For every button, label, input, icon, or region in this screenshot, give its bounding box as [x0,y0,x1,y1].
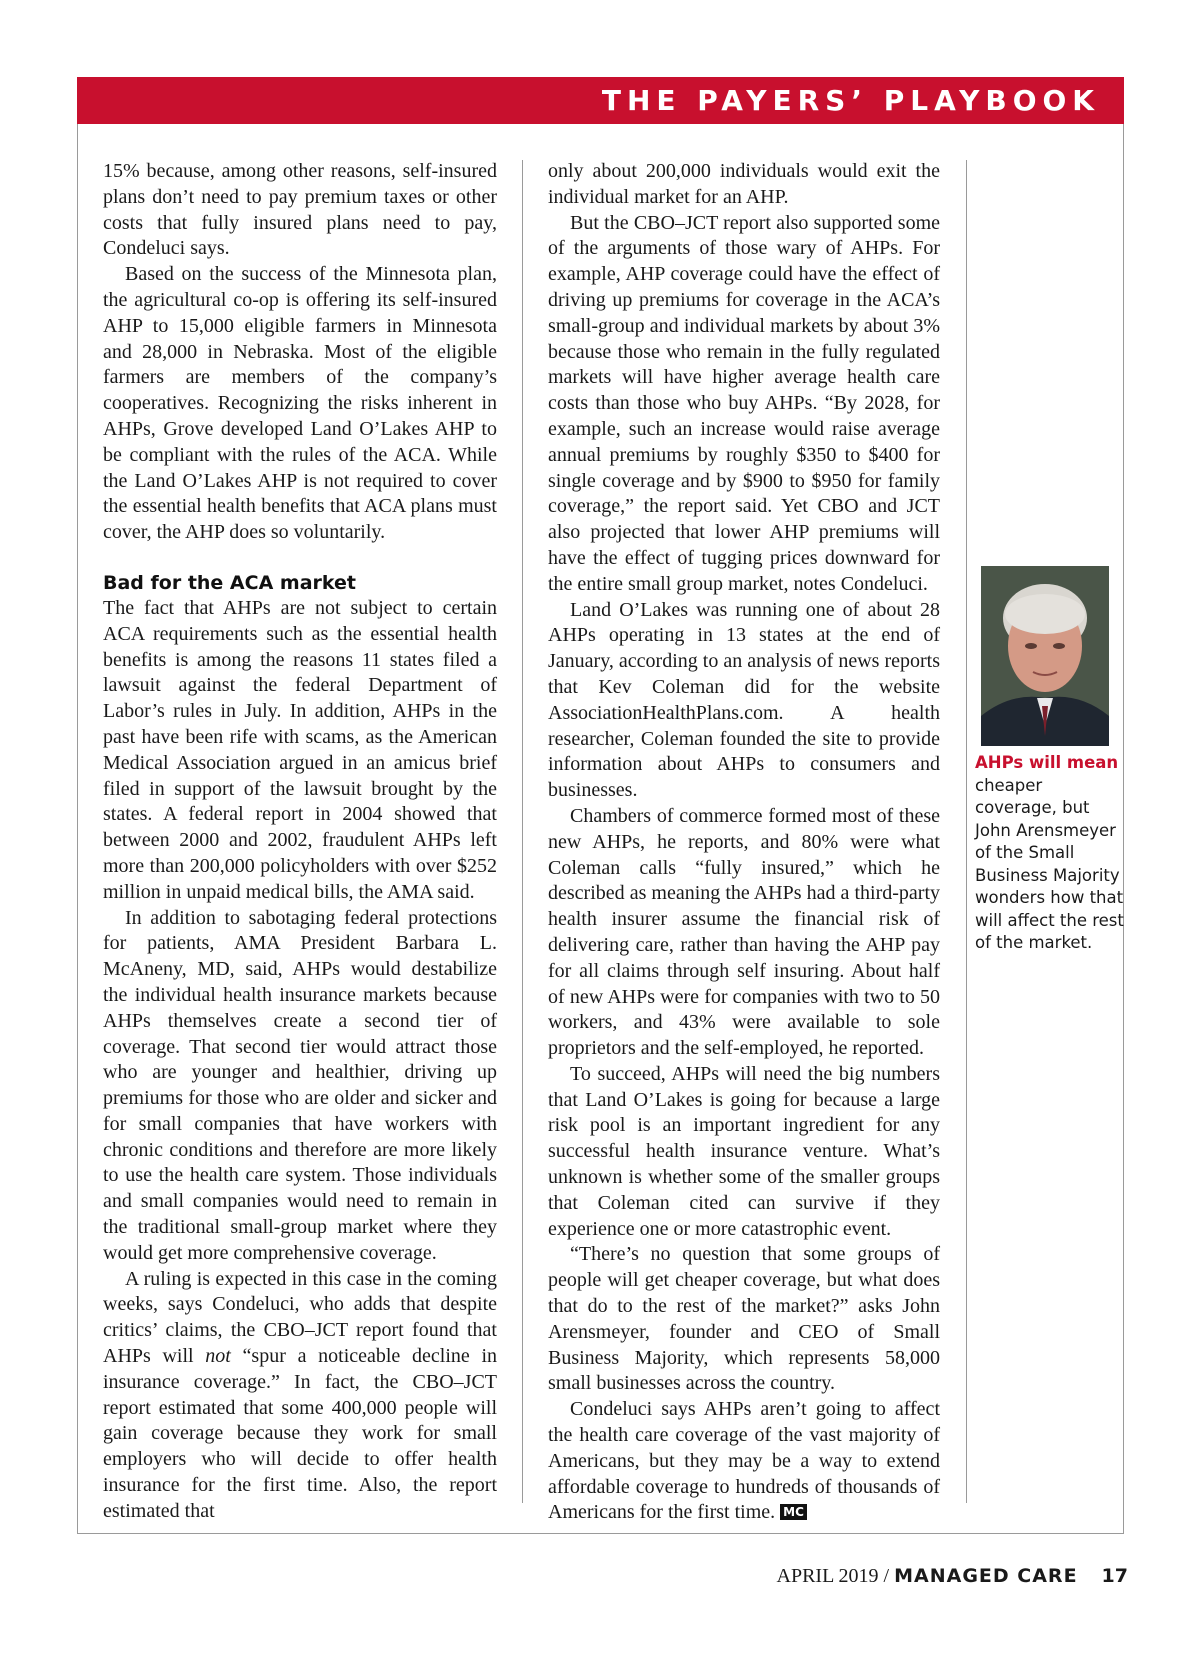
paragraph [103,1267,497,1525]
column-divider [522,160,523,1503]
section-banner [77,77,1124,124]
text-run: A ruling is expected in this case in the coming weeks, says Condeluci, who adds that despite critics’ claims, the CBO–JCT report found that AHPs will [103,1267,497,1368]
paragraph: Chambers of commerce formed most of these new AHPs, he reports, and 80% were what Coleman calls “fully insured,” which he described as meaning the AHPs had a third-party health insurer assume the financial risk of delivering care, rather than having the AHP pay for all claims through self insuring. About half of new AHPs were for companies with two to 50 workers, and 43% were available to sole proprietors and the self-employed, he reported. [548,804,940,1060]
article-column-left [103,159,497,1525]
paragraph: Land O’Lakes was running one of about 28 AHPs operating in 13 states at the end of January, according to an analysis of news reports that Kev Coleman did for the website AssociationHealthPlans.com. A health researcher, Coleman founded the site to provide information about AHPs to consumers and businesses. [548,598,940,802]
paragraph: 15% because, among other reasons, self-insured plans don’t need to pay premium taxes or other costs that fully insured plans need to pay, Condeluci says. [103,160,497,260]
caption-lead: AHPs will mean [975,753,1119,772]
person-portrait-icon [981,566,1109,746]
paragraph: Based on the success of the Minnesota plan, the agricultural co-op is offering its self-insured AHP to 15,000 eligible farmers in Minnesota and 28,000 in Nebraska. Most of the eligible farmers are members of the company’s cooperatives. Recognizing the risks inherent in AHPs, Grove developed Land O’Lakes AHP to be compliant with the rules of the ACA. While the Land O’Lakes AHP is not required to cover the essential health benefits that ACA plans must cover, the AHP does so voluntarily. [103,263,497,544]
text-run: Condeluci says AHPs aren’t going to affect the health care coverage of the vast majority of Americans, but they may be a way to extend affordable coverage to hundreds of thousands of Americans for the first time. [548,1398,940,1524]
paragraph: “There’s no question that some groups of people will get cheaper coverage, but what does that do to the rest of the market?” asks John Arensmeyer, founder and CEO of Small Business Majority, which represents 58,000 small businesses across the country. [548,1243,940,1395]
footer-date: APRIL 2019 / [776,1565,895,1587]
end-mark-icon: MC [780,1504,807,1520]
page-number: 17 [1101,1565,1128,1587]
text-run: “spur a noticeable decline in insurance coverage.” In fact, the CBO–JCT report estimated that some 400,000 people will gain coverage because they work for small employers who will decide to offer health insurance for the first time. Also, the report estimated that [103,1345,497,1522]
paragraph: only about 200,000 individuals would exit the individual market for an AHP. [548,160,940,208]
paragraph [548,1397,940,1526]
page-footer [777,1565,1129,1588]
portrait-photo [981,566,1109,746]
paragraph: But the CBO–JCT report also supported some of the arguments of those wary of AHPs. For example, AHP coverage could have the effect of driving up premiums for coverage in the ACA’s small-group and individual markets by about 3% because those who remain in the fully regulated markets will have higher average health care costs than those who buy AHPs. “By 2028, for example, such an increase would raise average annual premiums by roughly $350 to $400 for single coverage and by $900 to $950 for family coverage,” the report said. Yet CBO and JCT also projected that lower AHP premiums will have the effect of tugging prices downward for the entire small group market, notes Condeluci. [548,211,940,595]
paragraph: In addition to sabotaging federal protections for patients, AMA President Barbara L. McAneny, MD, said, AHPs would destabilize the individual health insurance markets because AHPs themselves create a second tier of coverage. That second tier would attract those who are younger and healthier, driving up premiums for those who are older and sicker and for small companies that have workers with chronic conditions and therefore are more likely to use the health care system. Those individuals and small companies would need to remain in the traditional small-group market where they would get more comprehensive coverage. [103,906,497,1264]
emphasis-text: not [205,1345,231,1368]
paragraph: To succeed, AHPs will need the big numbers that Land O’Lakes is going for because a large risk pool is an important ingredient for any successful health insurance venture. What’s unknown is whether some of the smaller groups that Coleman cited can survive if they experience one or more catastrophic event. [548,1062,940,1240]
subheading: Bad for the ACA market [103,571,356,594]
caption-text: cheaper coverage, but John Arensmeyer of the Small Business Majority wonders how that will affect the rest of the market. [975,775,1124,952]
section-title: THE PAYERS’ PLAYBOOK [601,84,1100,117]
sidebar-divider [966,160,967,1503]
photo-caption [975,752,1125,955]
paragraph: The fact that AHPs are not subject to certain ACA requirements such as the essential health benefits is among the reasons 11 states filed a lawsuit against the federal Department of Labor’s rules in July. In addition, AHPs in the past have been rife with scams, as the American Medical Association argued in an amicus brief filed in support of the lawsuit brought by the states. A federal report in 2004 showed that between 2000 and 2002, fraudulent AHPs left more than 200,000 policyholders with over $252 million in unpaid medical bills, the AMA said. [103,596,497,903]
footer-magazine: MANAGED CARE [894,1565,1078,1587]
article-column-right [548,159,940,1526]
